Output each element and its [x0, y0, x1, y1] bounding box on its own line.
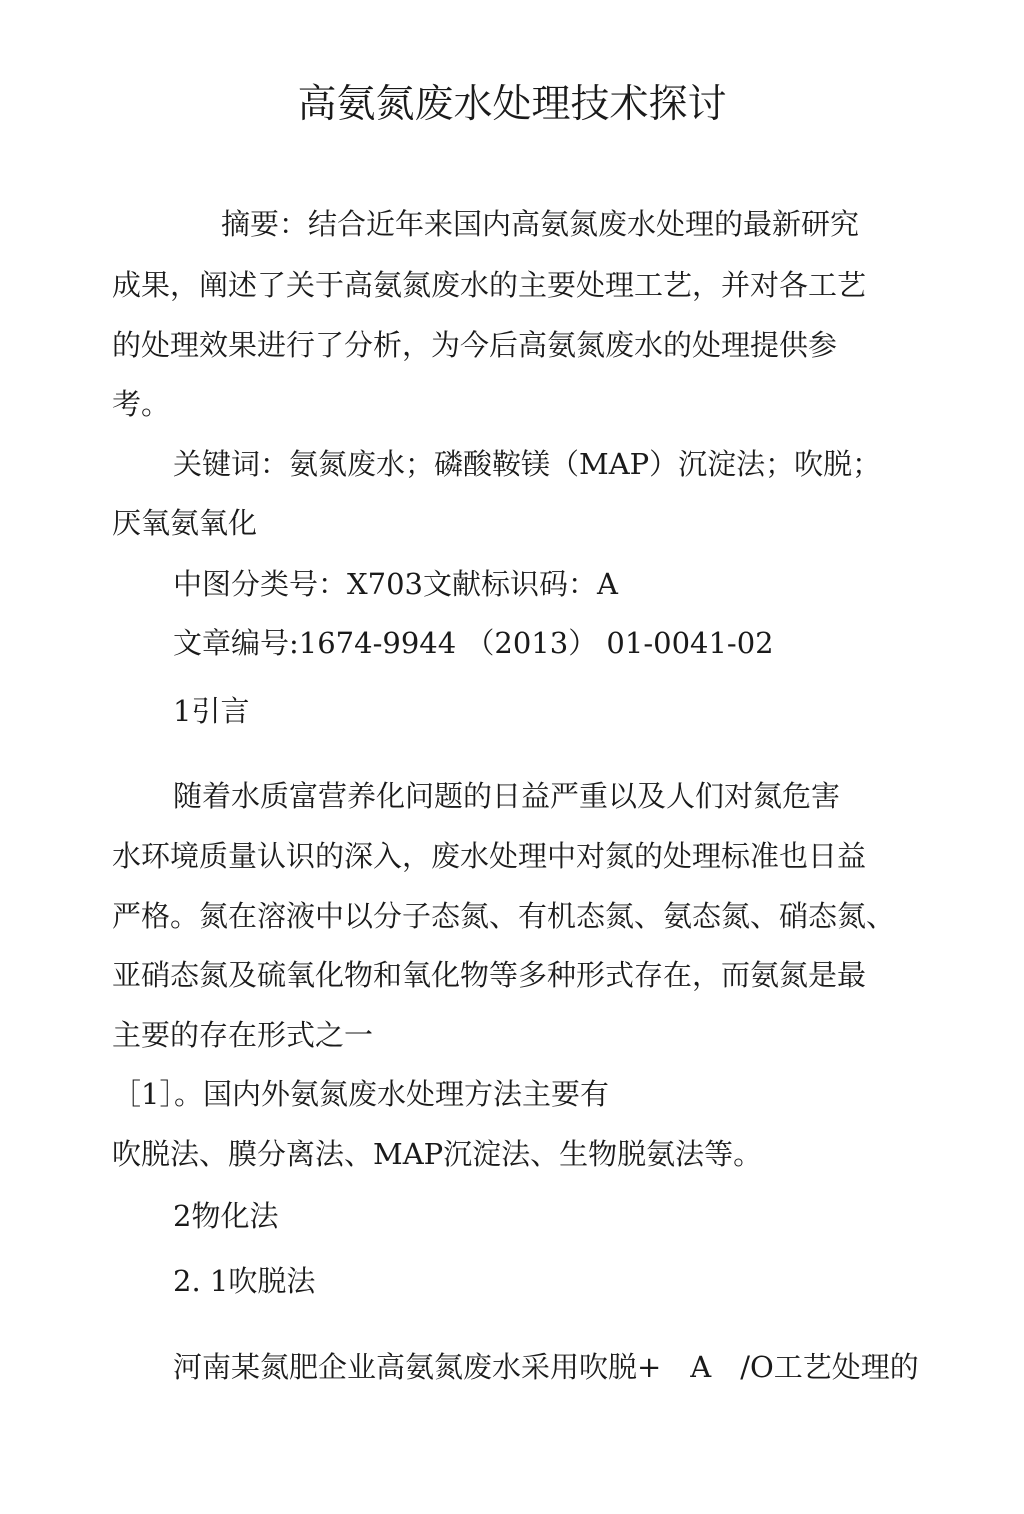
body-line: 水环境质量认识的深入，废水处理中对氮的处理标准也日益: [112, 839, 867, 873]
subsection-heading: 2. 1吹脱法: [173, 1264, 316, 1298]
keywords-line: 厌氧氨氧化: [112, 506, 258, 540]
body-line: 吹脱法、膜分离法、MAP沉淀法、生物脱氨法等。: [112, 1137, 763, 1171]
classification-line: 中图分类号：X703文献标识码：A: [173, 567, 618, 601]
section-heading: 1引言: [173, 694, 250, 728]
section-heading: 2物化法: [173, 1199, 279, 1233]
abstract-line: 的处理效果进行了分析，为今后高氨氮废水的处理提供参: [112, 328, 838, 362]
document-title: 高氨氮废水处理技术探讨: [297, 82, 727, 127]
abstract-line: 摘要：结合近年来国内高氨氮废水处理的最新研究: [221, 207, 860, 241]
body-line: 亚硝态氮及硫氧化物和氧化物等多种形式存在，而氨氮是最: [112, 958, 867, 992]
abstract-line: 成果，阐述了关于高氨氮废水的主要处理工艺，并对各工艺: [112, 268, 867, 302]
abstract-line: 考。: [112, 387, 171, 421]
body-line: 严格。氮在溶液中以分子态氮、有机态氮、氨态氮、硝态氮、: [112, 899, 896, 933]
article-number-line: 文章编号:1674-9944 （2013） 01-0041-02: [173, 626, 774, 660]
body-line: 主要的存在形式之一: [112, 1018, 374, 1052]
body-line: 河南某氮肥企业高氨氮废水采用吹脱+ A /O工艺处理的: [173, 1350, 919, 1384]
keywords-line: 关键词：氨氮废水；磷酸鞍镁（MAP）沉淀法；吹脱；: [173, 447, 882, 481]
body-line: ［1］。国内外氨氮废水处理方法主要有: [112, 1077, 609, 1111]
body-line: 随着水质富营养化问题的日益严重以及人们对氮危害: [173, 779, 841, 813]
